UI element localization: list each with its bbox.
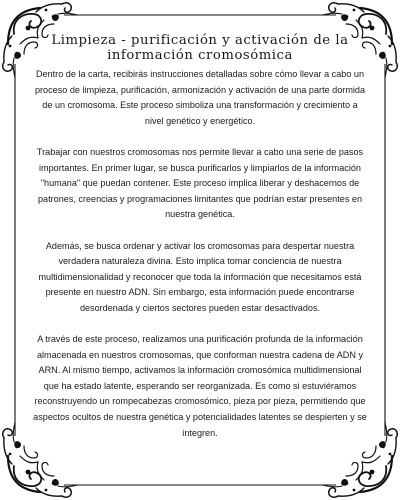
document-body bbox=[33, 33, 367, 441]
title-line: Limpieza - purificación y activación de la bbox=[51, 33, 349, 48]
paragraph-intro: Dentro de la carta, recibirás instrucciones detalladas sobre cómo llevar a cabo un proceso de limpieza, purificación, armonización y activación de una parte dormida de un cromosoma. Este proceso simboliza una transformación y crecimiento a nivel genético y energético. bbox=[34, 69, 366, 126]
paragraph-process: A través de este proceso, realizamos una purificación profunda de la información almacenada en nuestros cromosomas, que conforman nuestra cadena de ADN y ARN. Al mismo tiempo, activamos la información cromosómica multidimensional que ha estado latente, esperando ser reorganizada. Es como si estuviéramos reconstruyendo un rompecabezas cromosómico, pieza por pieza, permitiendo que aspectos ocultos de nuestra genética y potencialidades latentes se despierten y se integren. bbox=[33, 334, 367, 438]
title-line: información cromosómica bbox=[107, 48, 293, 63]
paragraph-purification: Trabajar con nuestros cromosomas nos permite llevar a cabo una serie de pasos importantes. En primer lugar, se busca purificarlos y limpiarlos de la información "humana" que puedan contener. Este proceso implica liberar y deshacernos de patrones, creencias y programaciones limitantes que podrían estar presentes en nuestra genética. bbox=[36, 146, 364, 220]
paragraph-activation: Además, se busca ordenar y activar los cromosomas para despertar nuestra verdadera naturaleza divina. Esto implica tomar conciencia de nuestra multidimensionalidad y reconocer que toda la información que necesitamos está presente en nuestro ADN. Sin embargo, esta información puede encontrarse desordenada y ciertos sectores pueden estar desactivados. bbox=[38, 240, 362, 313]
page-title bbox=[33, 33, 367, 63]
